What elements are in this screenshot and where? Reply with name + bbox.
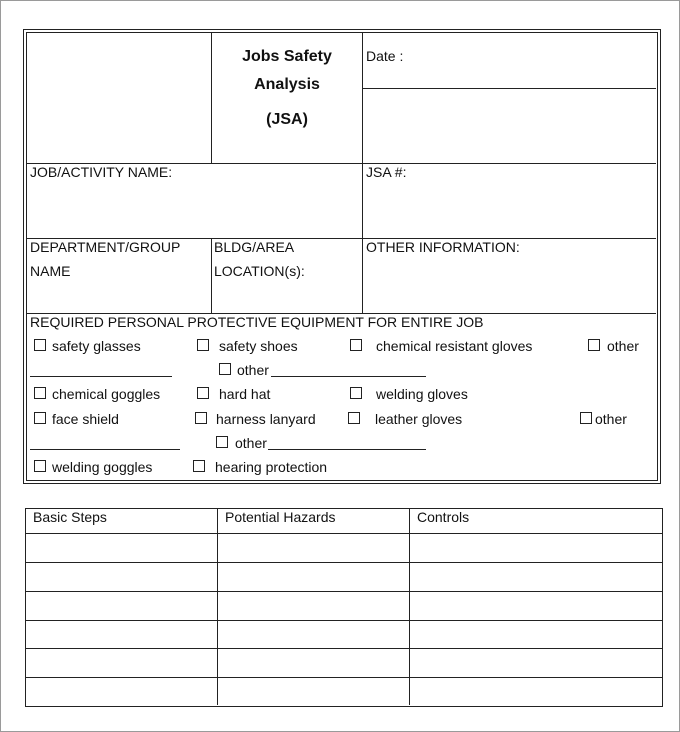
table-cell[interactable]: [411, 535, 659, 561]
bldg-label-line2: LOCATION(s):: [214, 263, 305, 279]
table-cell[interactable]: [28, 679, 214, 704]
column-header-potential-hazards: Potential Hazards: [225, 509, 336, 525]
other-information-field[interactable]: [363, 258, 655, 312]
table-cell[interactable]: [219, 535, 407, 561]
chemical-resistant-gloves-label: chemical resistant gloves: [376, 338, 533, 354]
chemical-goggles-label: chemical goggles: [52, 386, 161, 402]
safety-glasses-label: safety glasses: [52, 338, 141, 354]
other-label: other: [237, 362, 269, 378]
table-cell[interactable]: [28, 564, 214, 590]
other-write-in-line[interactable]: [30, 449, 180, 450]
row-divider: [26, 620, 662, 621]
welding-goggles-label: welding goggles: [52, 459, 153, 475]
form-title-line3: (JSA): [266, 111, 308, 128]
other-checkbox[interactable]: [588, 339, 600, 351]
job-activity-label: JOB/ACTIVITY NAME:: [30, 164, 173, 180]
safety-shoes-checkbox[interactable]: [197, 339, 209, 351]
hard-hat-label: hard hat: [219, 386, 271, 402]
form-title-line2: Analysis: [254, 76, 320, 93]
column-header-controls: Controls: [417, 509, 470, 525]
table-cell[interactable]: [411, 564, 659, 590]
column-divider: [409, 509, 410, 705]
logo-area[interactable]: [28, 34, 210, 162]
other-label: other: [595, 411, 627, 427]
other-information-label: OTHER INFORMATION:: [366, 239, 520, 255]
jsa-number-label: JSA #:: [366, 164, 407, 180]
table-cell[interactable]: [219, 679, 407, 704]
hearing-protection-label: hearing protection: [215, 459, 328, 475]
table-cell[interactable]: [28, 650, 214, 676]
column-header-basic-steps: Basic Steps: [33, 509, 107, 525]
hearing-protection-checkbox[interactable]: [193, 460, 205, 472]
row-divider: [26, 677, 662, 678]
table-cell[interactable]: [219, 622, 407, 647]
divider: [211, 238, 212, 313]
form-title-line1: Jobs Safety: [242, 48, 332, 65]
table-cell[interactable]: [219, 593, 407, 619]
jsa-number-field[interactable]: [363, 182, 655, 237]
table-cell[interactable]: [219, 564, 407, 590]
other-checkbox[interactable]: [216, 436, 228, 448]
date-label: Date :: [366, 48, 404, 64]
date-extra-field[interactable]: [363, 89, 655, 162]
other-write-in-line[interactable]: [268, 449, 426, 450]
table-cell[interactable]: [28, 593, 214, 619]
chemical-resistant-gloves-checkbox[interactable]: [350, 339, 362, 351]
table-cell[interactable]: [411, 622, 659, 647]
hard-hat-checkbox[interactable]: [197, 387, 209, 399]
row-divider: [26, 533, 662, 534]
row-divider: [26, 591, 662, 592]
bldg-label-line1: BLDG/AREA: [214, 239, 295, 255]
table-cell[interactable]: [28, 535, 214, 561]
other-label: other: [235, 435, 267, 451]
table-cell[interactable]: [411, 593, 659, 619]
leather-gloves-checkbox[interactable]: [348, 412, 360, 424]
other-label: other: [607, 338, 639, 354]
harness-lanyard-checkbox[interactable]: [195, 412, 207, 424]
welding-gloves-label: welding gloves: [376, 386, 468, 402]
chemical-goggles-checkbox[interactable]: [34, 387, 46, 399]
table-cell[interactable]: [411, 679, 659, 704]
department-label-line1: DEPARTMENT/GROUP: [30, 239, 181, 255]
harness-lanyard-label: harness lanyard: [216, 411, 316, 427]
row-divider: [26, 562, 662, 563]
department-label-line2: NAME: [30, 263, 71, 279]
leather-gloves-label: leather gloves: [375, 411, 463, 427]
other-checkbox[interactable]: [219, 363, 231, 375]
other-checkbox[interactable]: [580, 412, 592, 424]
other-write-in-line[interactable]: [271, 376, 426, 377]
safety-shoes-label: safety shoes: [219, 338, 298, 354]
job-activity-field[interactable]: [28, 182, 361, 237]
welding-gloves-checkbox[interactable]: [350, 387, 362, 399]
table-cell[interactable]: [219, 650, 407, 676]
other-write-in-line[interactable]: [30, 376, 172, 377]
safety-glasses-checkbox[interactable]: [34, 339, 46, 351]
date-field[interactable]: [363, 34, 655, 87]
table-cell[interactable]: [28, 622, 214, 647]
row-divider: [26, 648, 662, 649]
welding-goggles-checkbox[interactable]: [34, 460, 46, 472]
table-cell[interactable]: [411, 650, 659, 676]
face-shield-label: face shield: [52, 411, 119, 427]
face-shield-checkbox[interactable]: [34, 412, 46, 424]
column-divider: [217, 509, 218, 705]
ppe-heading: REQUIRED PERSONAL PROTECTIVE EQUIPMENT FOR ENTIRE JOB: [30, 314, 484, 330]
